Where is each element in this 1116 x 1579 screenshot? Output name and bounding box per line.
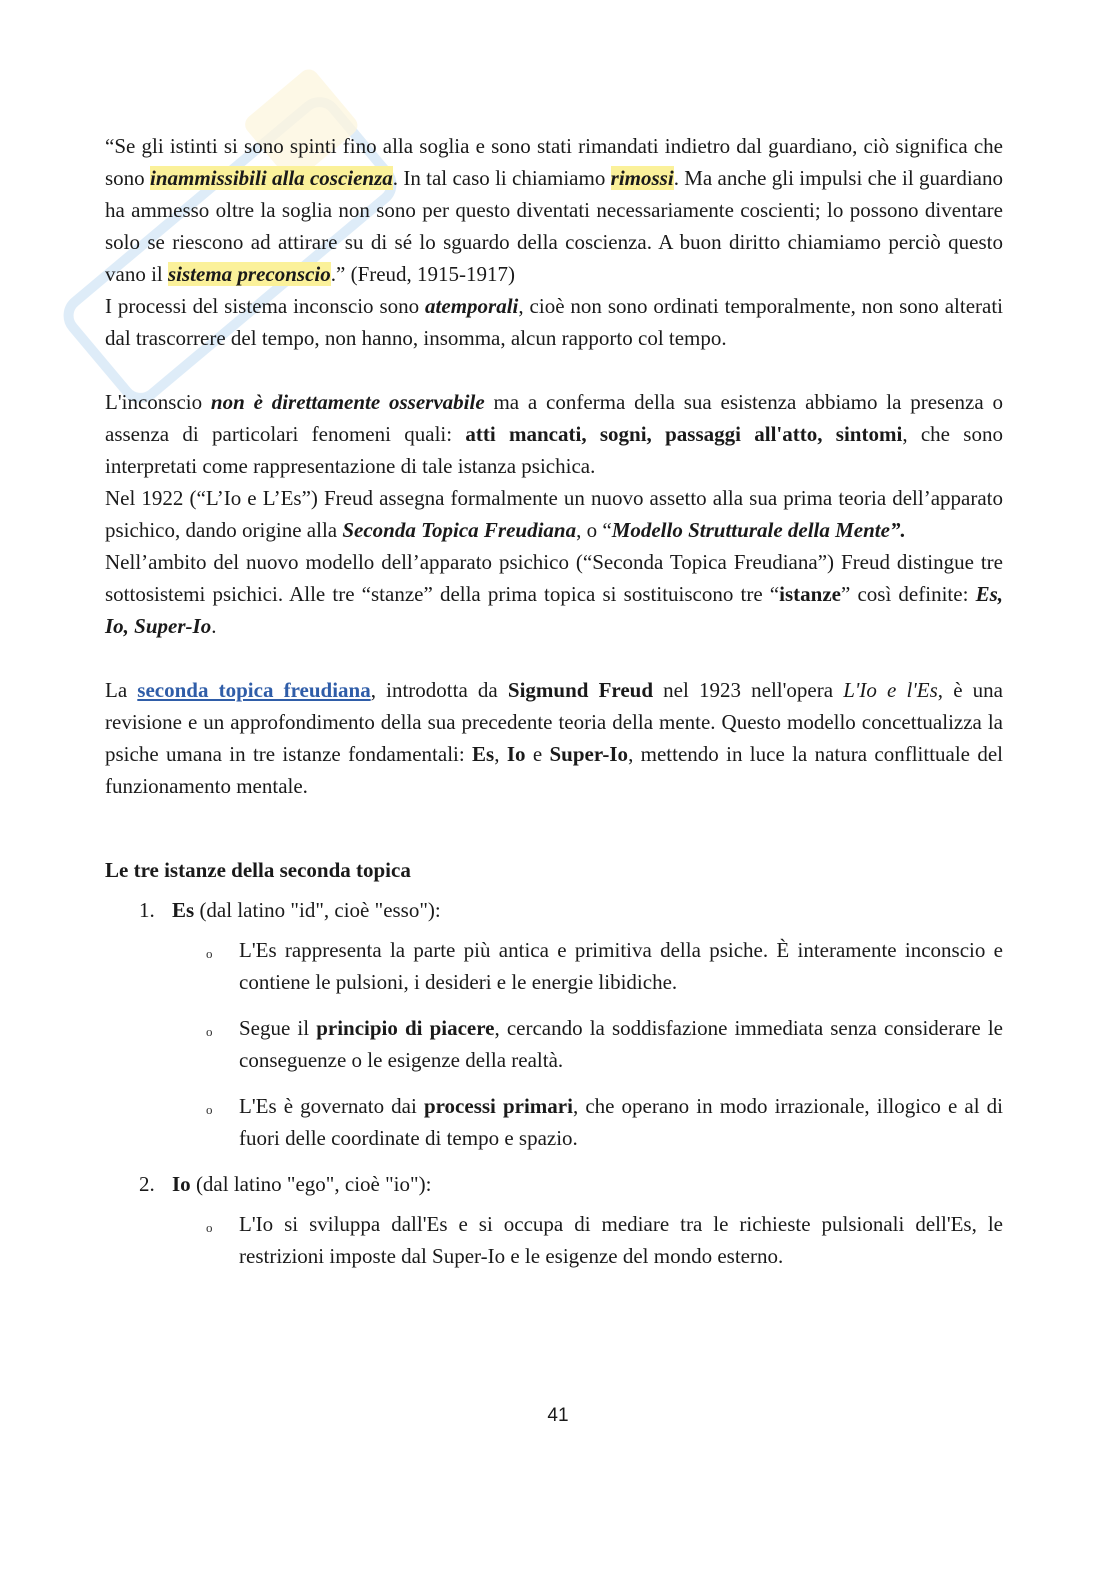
page-number: 41 (547, 1405, 569, 1426)
section-heading: Le tre istanze della seconda topica (105, 858, 411, 882)
sub-item: o Segue il principio di piacere, cercando la soddisfazione immediata senza considerare le conseguenze o le esigenze della realtà. (206, 1016, 1003, 1072)
circle-bullet-icon: o (206, 1220, 213, 1235)
es-sublist (172, 934, 1003, 1154)
seconda-topica-link[interactable]: seconda topica freudiana (137, 678, 371, 702)
seconda-topica-paragraph: La seconda topica freudiana, introdotta da Sigmund Freud nel 1923 nell'opera L'Io e l'Es, è una revisione e un approfondimento della sua precedente teoria della mente. Questo modello concettualizza la psiche umana in tre istanze fondamentali: Es, Io e Super-Io, mettendo in luce la natura conflittuale del funzionamento mentale. (105, 678, 1003, 798)
circle-bullet-icon: o (206, 946, 213, 961)
io-sublist (172, 1208, 1003, 1272)
istanze-list (105, 894, 1003, 1272)
inconscio-paragraph: L'inconscio non è direttamente osservabile ma a conferma della sua esistenza abbiamo la presenza o assenza di particolari fenomeni quali: atti mancati, sogni, passaggi all'atto, sintomi, che sono interpretati come rappresentazione di tale istanza psichica. (105, 390, 1003, 478)
list-item-es: 1. Es (dal latino "id", cioè "esso"): o L'Es rappresenta la parte più antica e primitiva della psiche. È interamente inconscio e contiene le pulsioni, i desideri e le energie libidiche. o Segue il principio di piacere, cercando la soddisfazione immediata senza considerare le conseguenze o le esigenze della realtà. o L'Es è governato dai processi primari, che operano in modo irrazionale, illogico e al di fuori delle coordinate di tempo e spazio. (105, 894, 1003, 1154)
document-page (105, 130, 1003, 1286)
sub-item: o L'Es è governato dai processi primari, che operano in modo irrazionale, illogico e al di fuori delle coordinate di tempo e spazio. (206, 1094, 1003, 1150)
nel1922-paragraph: Nel 1922 (“L’Io e L’Es”) Freud assegna formalmente un nuovo assetto alla sua prima teoria dell’apparato psichico, dando origine alla Seconda Topica Freudiana, o “Modello Strutturale della Mente”. (105, 486, 1003, 542)
circle-bullet-icon: o (206, 1024, 213, 1039)
circle-bullet-icon: o (206, 1102, 213, 1117)
list-item-io: 2. Io (dal latino "ego", cioè "io"): o L'Io si sviluppa dall'Es e si occupa di mediare tra le richieste pulsionali dell'Es, le restrizioni imposte dal Super-Io e le esigenze del mondo esterno. (105, 1168, 1003, 1272)
quote-paragraph: “Se gli istinti si sono spinti fino alla soglia e sono stati rimandati indietro dal guardiano, ciò significa che sono inammissibili alla coscienza. In tal caso li chiamiamo rimossi. Ma anche gli impulsi che il guardiano ha ammesso oltre la soglia non sono per questo diventati necessariamente coscienti; lo possono diventare solo se riescono ad attirare su di sé lo sguardo della coscienza. A buon diritto chiamiamo perciò questo vano il sistema preconscio.” (Freud, 1915-1917) (105, 134, 1003, 286)
list-number: 1. (139, 898, 155, 922)
sub-item: o L'Io si sviluppa dall'Es e si occupa di mediare tra le richieste pulsionali dell'Es, le restrizioni imposte dal Super-Io e le esigenze del mondo esterno. (206, 1212, 1003, 1268)
list-number: 2. (139, 1172, 155, 1196)
atemporali-paragraph: I processi del sistema inconscio sono atemporali, cioè non sono ordinati temporalmente, non sono alterati dal trascorrere del tempo, non hanno, insomma, alcun rapporto col tempo. (105, 294, 1004, 350)
ambito-paragraph: Nell’ambito del nuovo modello dell’apparato psichico (“Seconda Topica Freudiana”) Freud distingue tre sottosistemi psichici. Alle tre “stanze” della prima topica si sostituiscono tre “istanze” così definite: Es, Io, Super-Io. (105, 550, 1003, 638)
sub-item: o L'Es rappresenta la parte più antica e primitiva della psiche. È interamente inconscio e contiene le pulsioni, i desideri e le energie libidiche. (206, 938, 1003, 994)
